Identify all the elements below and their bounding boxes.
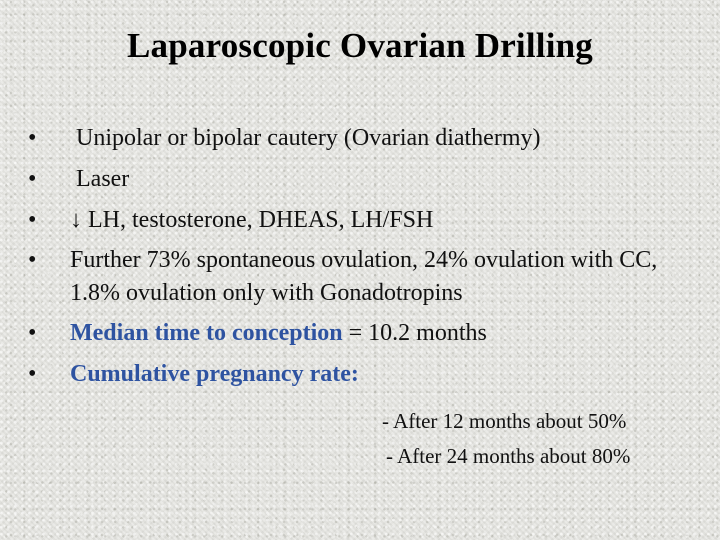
bullet-item [28,317,688,350]
bullet-text: ↓ LH, testosterone, DHEAS, LH/FSH [70,207,434,233]
bullet-icon: • [28,125,37,151]
bullet-emphasis: Cumulative pregnancy rate [70,361,351,387]
sub-point: - After 24 months about 80% [386,444,631,468]
bullet-emphasis: Median time to conception [70,320,343,346]
bullet-icon: • [28,207,37,233]
bullet-text: : [350,361,359,387]
bullet-text: Further 73% spontaneous ovulation, 24% ovulation with CC, 1.8% ovulation only with Gonadotropins [70,247,658,306]
bullet-icon: • [28,166,37,192]
bullet-text: Unipolar or bipolar cautery (Ovarian diathermy) [76,125,541,151]
bullet-icon: • [28,247,37,273]
bullet-icon: • [28,361,37,387]
bullet-item [28,204,688,237]
bullet-text: Laser [76,166,130,192]
sub-point: - After 12 months about 50% [382,409,627,433]
bullet-item [28,122,688,155]
bullet-text: = 10.2 months [342,320,487,346]
bullet-item [28,358,688,391]
bullet-item [28,244,688,310]
bullet-icon: • [28,320,37,346]
bullet-item [28,163,688,196]
bullet-list [28,122,688,391]
slide-title: Laparoscopic Ovarian Drilling [126,26,593,65]
